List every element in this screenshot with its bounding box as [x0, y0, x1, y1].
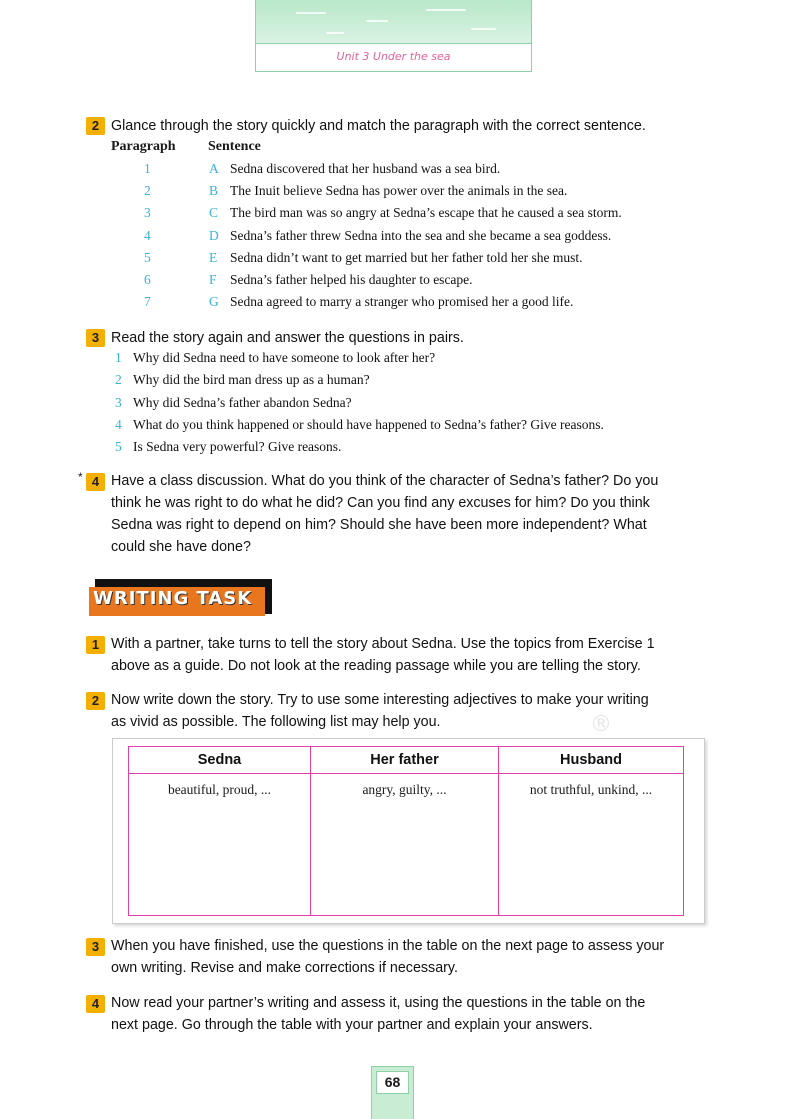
paragraph-number: 7	[144, 294, 151, 309]
table-header-husband: Husband	[499, 747, 684, 774]
writing-task-banner	[89, 579, 272, 618]
sentence-column-header: Sentence	[208, 139, 261, 154]
exercise-3-number: 3	[86, 329, 105, 347]
sentence-letter: C	[209, 205, 219, 220]
question-row	[0, 372, 800, 394]
sentence-letter: F	[209, 272, 217, 287]
paragraph-number: 6	[144, 272, 151, 287]
sentence-letter: A	[209, 161, 219, 176]
registered-watermark: ®	[590, 712, 612, 737]
sentence-text: Sedna’s father threw Sedna into the sea and she became a sea goddess.	[230, 228, 612, 243]
writing-2-number: 2	[86, 692, 105, 710]
writing-2-text	[111, 689, 721, 733]
table-header-father: Her father	[311, 747, 499, 774]
match-row	[0, 183, 800, 205]
paragraph-number: 5	[144, 250, 151, 265]
sea-illustration	[256, 0, 531, 43]
question-number: 1	[115, 350, 122, 365]
adjectives-table-frame	[112, 738, 705, 924]
writing-1-text	[111, 633, 721, 677]
text-line: could she have done?	[111, 539, 251, 555]
sentence-text: The Inuit believe Sedna has power over the animals in the sea.	[230, 183, 568, 198]
writing-1-number: 1	[86, 636, 105, 654]
question-number: 2	[115, 372, 122, 387]
paragraph-number: 3	[144, 205, 151, 220]
sentence-letter: E	[209, 250, 218, 265]
paragraph-number: 1	[144, 161, 151, 176]
table-cell-sedna: beautiful, proud, ...	[129, 774, 311, 916]
exercise-2-instruction: Glance through the story quickly and match the paragraph with the correct sentence.	[111, 118, 646, 134]
sentence-text: Sedna didn’t want to get married but her father told her she must.	[230, 250, 583, 265]
writing-task-title: WRITING TASK	[93, 588, 253, 609]
exercise-2-number: 2	[86, 117, 105, 135]
question-number: 3	[115, 395, 122, 410]
match-row	[0, 272, 800, 294]
table-header-sedna: Sedna	[129, 747, 311, 774]
sentence-letter: B	[209, 183, 219, 198]
text-line: as vivid as possible. The following list may help you.	[111, 714, 441, 730]
question-text: Why did Sedna need to have someone to look after her?	[133, 350, 436, 365]
question-row	[0, 395, 800, 417]
text-line: With a partner, take turns to tell the story about Sedna. Use the topics from Exercise 1	[111, 636, 655, 652]
adjectives-table	[128, 746, 684, 916]
text-line: own writing. Revise and make corrections if necessary.	[111, 960, 458, 976]
text-line: Now read your partner’s writing and assess it, using the questions in the table on the	[111, 995, 646, 1011]
question-row	[0, 417, 800, 439]
paragraph-number: 4	[144, 228, 151, 243]
question-text: Why did Sedna’s father abandon Sedna?	[133, 395, 352, 410]
sentence-text: Sedna’s father helped his daughter to escape.	[230, 272, 473, 287]
match-row	[0, 205, 800, 227]
question-text: What do you think happened or should have happened to Sedna’s father? Give reasons.	[133, 417, 604, 432]
optional-star-marker: *	[78, 470, 83, 484]
paragraph-column-header: Paragraph	[111, 139, 176, 154]
question-text: Is Sedna very powerful? Give reasons.	[133, 439, 342, 454]
writing-4-text	[111, 992, 721, 1036]
text-line: Sedna was right to depend on him? Should she have been more independent? What	[111, 517, 647, 533]
page-number-tab	[371, 1066, 414, 1119]
text-line: think he was right to do what he did? Can you find any excuses for him? Do you think	[111, 495, 650, 511]
sentence-letter: G	[209, 294, 219, 309]
writing-3-number: 3	[86, 938, 105, 956]
unit-header-banner	[255, 0, 532, 72]
match-row	[0, 161, 800, 183]
page-number: 68	[376, 1071, 409, 1094]
question-text: Why did the bird man dress up as a human?	[133, 372, 370, 387]
text-line: Have a class discussion. What do you think of the character of Sedna’s father? Do you	[111, 473, 659, 489]
exercise-4-number: 4	[86, 473, 105, 491]
question-row	[0, 350, 800, 372]
match-row	[0, 228, 800, 250]
paragraph-number: 2	[144, 183, 151, 198]
question-number: 5	[115, 439, 122, 454]
text-line: above as a guide. Do not look at the reading passage while you are telling the story.	[111, 658, 641, 674]
sentence-text: The bird man was so angry at Sedna’s escape that he caused a sea storm.	[230, 205, 622, 220]
sentence-text: Sedna agreed to marry a stranger who promised her a good life.	[230, 294, 574, 309]
question-number: 4	[115, 417, 122, 432]
text-line: When you have finished, use the questions in the table on the next page to assess your	[111, 938, 665, 954]
sentence-letter: D	[209, 228, 219, 243]
writing-3-text	[111, 935, 721, 979]
match-row	[0, 294, 800, 316]
unit-title: Unit 3 Under the sea	[256, 43, 531, 71]
writing-4-number: 4	[86, 995, 105, 1013]
exercise-4-text	[111, 470, 721, 558]
question-row	[0, 439, 800, 461]
table-cell-husband: not truthful, unkind, ...	[499, 774, 684, 916]
match-row	[0, 250, 800, 272]
text-line: Now write down the story. Try to use some interesting adjectives to make your writing	[111, 692, 649, 708]
sentence-text: Sedna discovered that her husband was a sea bird.	[230, 161, 501, 176]
table-cell-father: angry, guilty, ...	[311, 774, 499, 916]
exercise-3-instruction: Read the story again and answer the questions in pairs.	[111, 330, 464, 346]
text-line: next page. Go through the table with your partner and explain your answers.	[111, 1017, 593, 1033]
